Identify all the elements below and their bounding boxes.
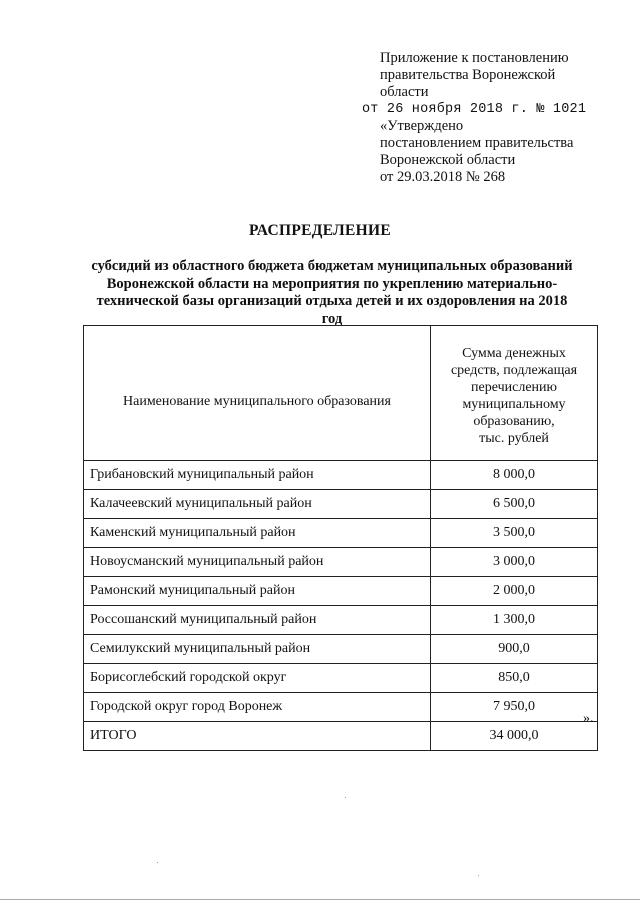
amount-cell: 1 300,0 (431, 606, 598, 635)
decree-date-stamp: от 26 ноября 2018 г. № 1021 (362, 102, 587, 117)
amount-cell: 2 000,0 (431, 577, 598, 606)
district-name-cell: Семилукский муниципальный район (84, 635, 431, 664)
appendix-line-1: Приложение к постановлению (380, 50, 569, 66)
header-amount-line: муниципальному (462, 397, 566, 412)
subtitle-line-3: технической базы организаций отдыха детей и их оздоровления на 2018 (96, 293, 568, 309)
total-amount-cell: 34 000,0 (431, 722, 598, 751)
header-amount-cell (431, 326, 598, 461)
header-amount-line: тыс. рублей (479, 431, 549, 446)
table-row (84, 461, 598, 490)
table-row (84, 693, 598, 722)
district-name-cell: Городской округ город Воронеж (84, 693, 431, 722)
header-amount-line: образованию, (473, 414, 555, 429)
amount-cell: 850,0 (431, 664, 598, 693)
table-row (84, 635, 598, 664)
district-name-cell: Каменский муниципальный район (84, 519, 431, 548)
approved-line-4: от 29.03.2018 № 268 (380, 169, 506, 185)
table-header-row (84, 326, 598, 461)
table-row (84, 664, 598, 693)
scan-speck (478, 875, 479, 876)
table-row (84, 519, 598, 548)
header-amount-line: перечислению (471, 380, 557, 395)
approved-line-3: Воронежской области (380, 152, 516, 168)
amount-cell: 8 000,0 (431, 461, 598, 490)
appendix-block (362, 50, 630, 186)
table-row (84, 490, 598, 519)
table-total-row (84, 722, 598, 751)
distribution-table (83, 325, 598, 751)
document-subtitle (82, 258, 582, 328)
scan-speck (345, 797, 346, 798)
subtitle-line-4: год (321, 310, 343, 327)
appendix-line-3: области (380, 84, 429, 100)
district-name-cell: Россошанский муниципальный район (84, 606, 431, 635)
header-amount-line: средств, подлежащая (450, 363, 578, 378)
table-row (84, 548, 598, 577)
document-title: РАСПРЕДЕЛЕНИЕ (249, 222, 391, 239)
appendix-line-2: правительства Воронежской (380, 67, 556, 83)
amount-cell: 900,0 (431, 635, 598, 664)
district-name-cell: Грибановский муниципальный район (84, 461, 431, 490)
subtitle-line-1: субсидий из областного бюджета бюджетам муниципальных образований (91, 258, 573, 274)
scan-edge-line (0, 899, 640, 900)
district-name-cell: Борисоглебский городской округ (84, 664, 431, 693)
amount-cell: 7 950,0 (431, 693, 598, 722)
header-amount-line: Сумма денежных (462, 346, 566, 361)
district-name-cell: Новоусманский муниципальный район (84, 548, 431, 577)
table-row (84, 577, 598, 606)
header-name-cell: Наименование муниципального образования (84, 326, 431, 461)
district-name-cell: Рамонский муниципальный район (84, 577, 431, 606)
approved-line-1: «Утверждено (380, 118, 464, 134)
closing-quote-mark: ». (583, 711, 594, 726)
amount-cell: 3 500,0 (431, 519, 598, 548)
district-name-cell: Калачеевский муниципальный район (84, 490, 431, 519)
amount-cell: 6 500,0 (431, 490, 598, 519)
total-label-cell: ИТОГО (84, 722, 431, 751)
approved-line-2: постановлением правительства (380, 135, 574, 151)
scan-speck (157, 862, 158, 863)
amount-cell: 3 000,0 (431, 548, 598, 577)
table-row (84, 606, 598, 635)
subtitle-line-2: Воронежской области на мероприятия по укреплению материально- (106, 275, 558, 292)
